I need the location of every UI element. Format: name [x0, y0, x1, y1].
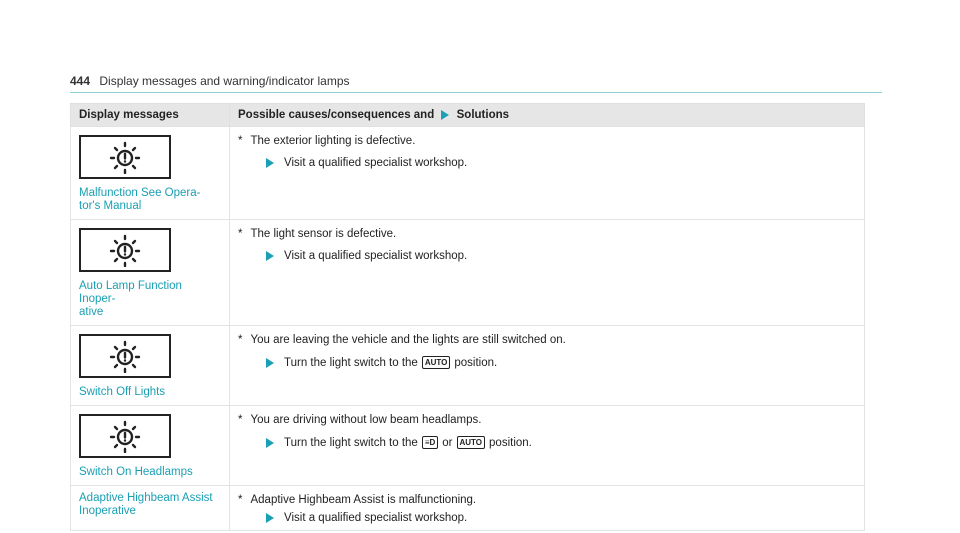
message-label: Adaptive Highbeam Assist Inoperative [79, 492, 213, 517]
col-display-messages: Display messages [71, 104, 230, 127]
table-header-row [71, 104, 865, 127]
solution-triangle-icon [266, 438, 274, 448]
table-row: Switch On Headlamps * You are driving without low beam headlamps. Turn the light switch to the ≡D or AUTO position. [71, 406, 865, 486]
table-row: Auto Lamp Function Inoper- ative * The light sensor is defective. Visit a qualified specialist workshop. [71, 220, 865, 326]
table-row: Adaptive Highbeam Assist Inoperative * Adaptive Highbeam Assist is malfunctioning. Visit a qualified specialist workshop. [71, 486, 865, 531]
message-label: Auto Lamp Function Inoper- ative [79, 280, 182, 318]
message-label: Switch On Headlamps [79, 466, 193, 478]
exterior-light-warning-icon [79, 135, 171, 179]
page-number: 444 [70, 74, 91, 88]
exterior-light-warning-icon [79, 228, 171, 272]
display-messages-table [70, 103, 865, 531]
table-row: Malfunction See Opera- tor's Manual * The exterior lighting is defective. Visit a qualified specialist workshop. [71, 127, 865, 220]
solution-triangle-icon [441, 110, 449, 120]
page-title: Display messages and warning/indicator lamps [99, 74, 350, 88]
page-header [70, 74, 882, 93]
solution-triangle-icon [266, 358, 274, 368]
auto-light-symbol-icon: AUTO [457, 436, 486, 449]
col-causes-solutions: Possible causes/consequences and Solutions [230, 104, 865, 127]
solution-triangle-icon [266, 251, 274, 261]
low-beam-symbol-icon: ≡D [422, 436, 438, 449]
solution-triangle-icon [266, 513, 274, 523]
message-label: Switch Off Lights [79, 386, 166, 398]
solution-triangle-icon [266, 158, 274, 168]
auto-light-symbol-icon: AUTO [422, 356, 451, 369]
message-label: Malfunction See Opera- tor's Manual [79, 187, 201, 212]
exterior-light-warning-icon [79, 334, 171, 378]
table-row: Switch Off Lights * You are leaving the vehicle and the lights are still switched on. Turn the light switch to the AUTO position. [71, 326, 865, 406]
exterior-light-warning-icon [79, 414, 171, 458]
